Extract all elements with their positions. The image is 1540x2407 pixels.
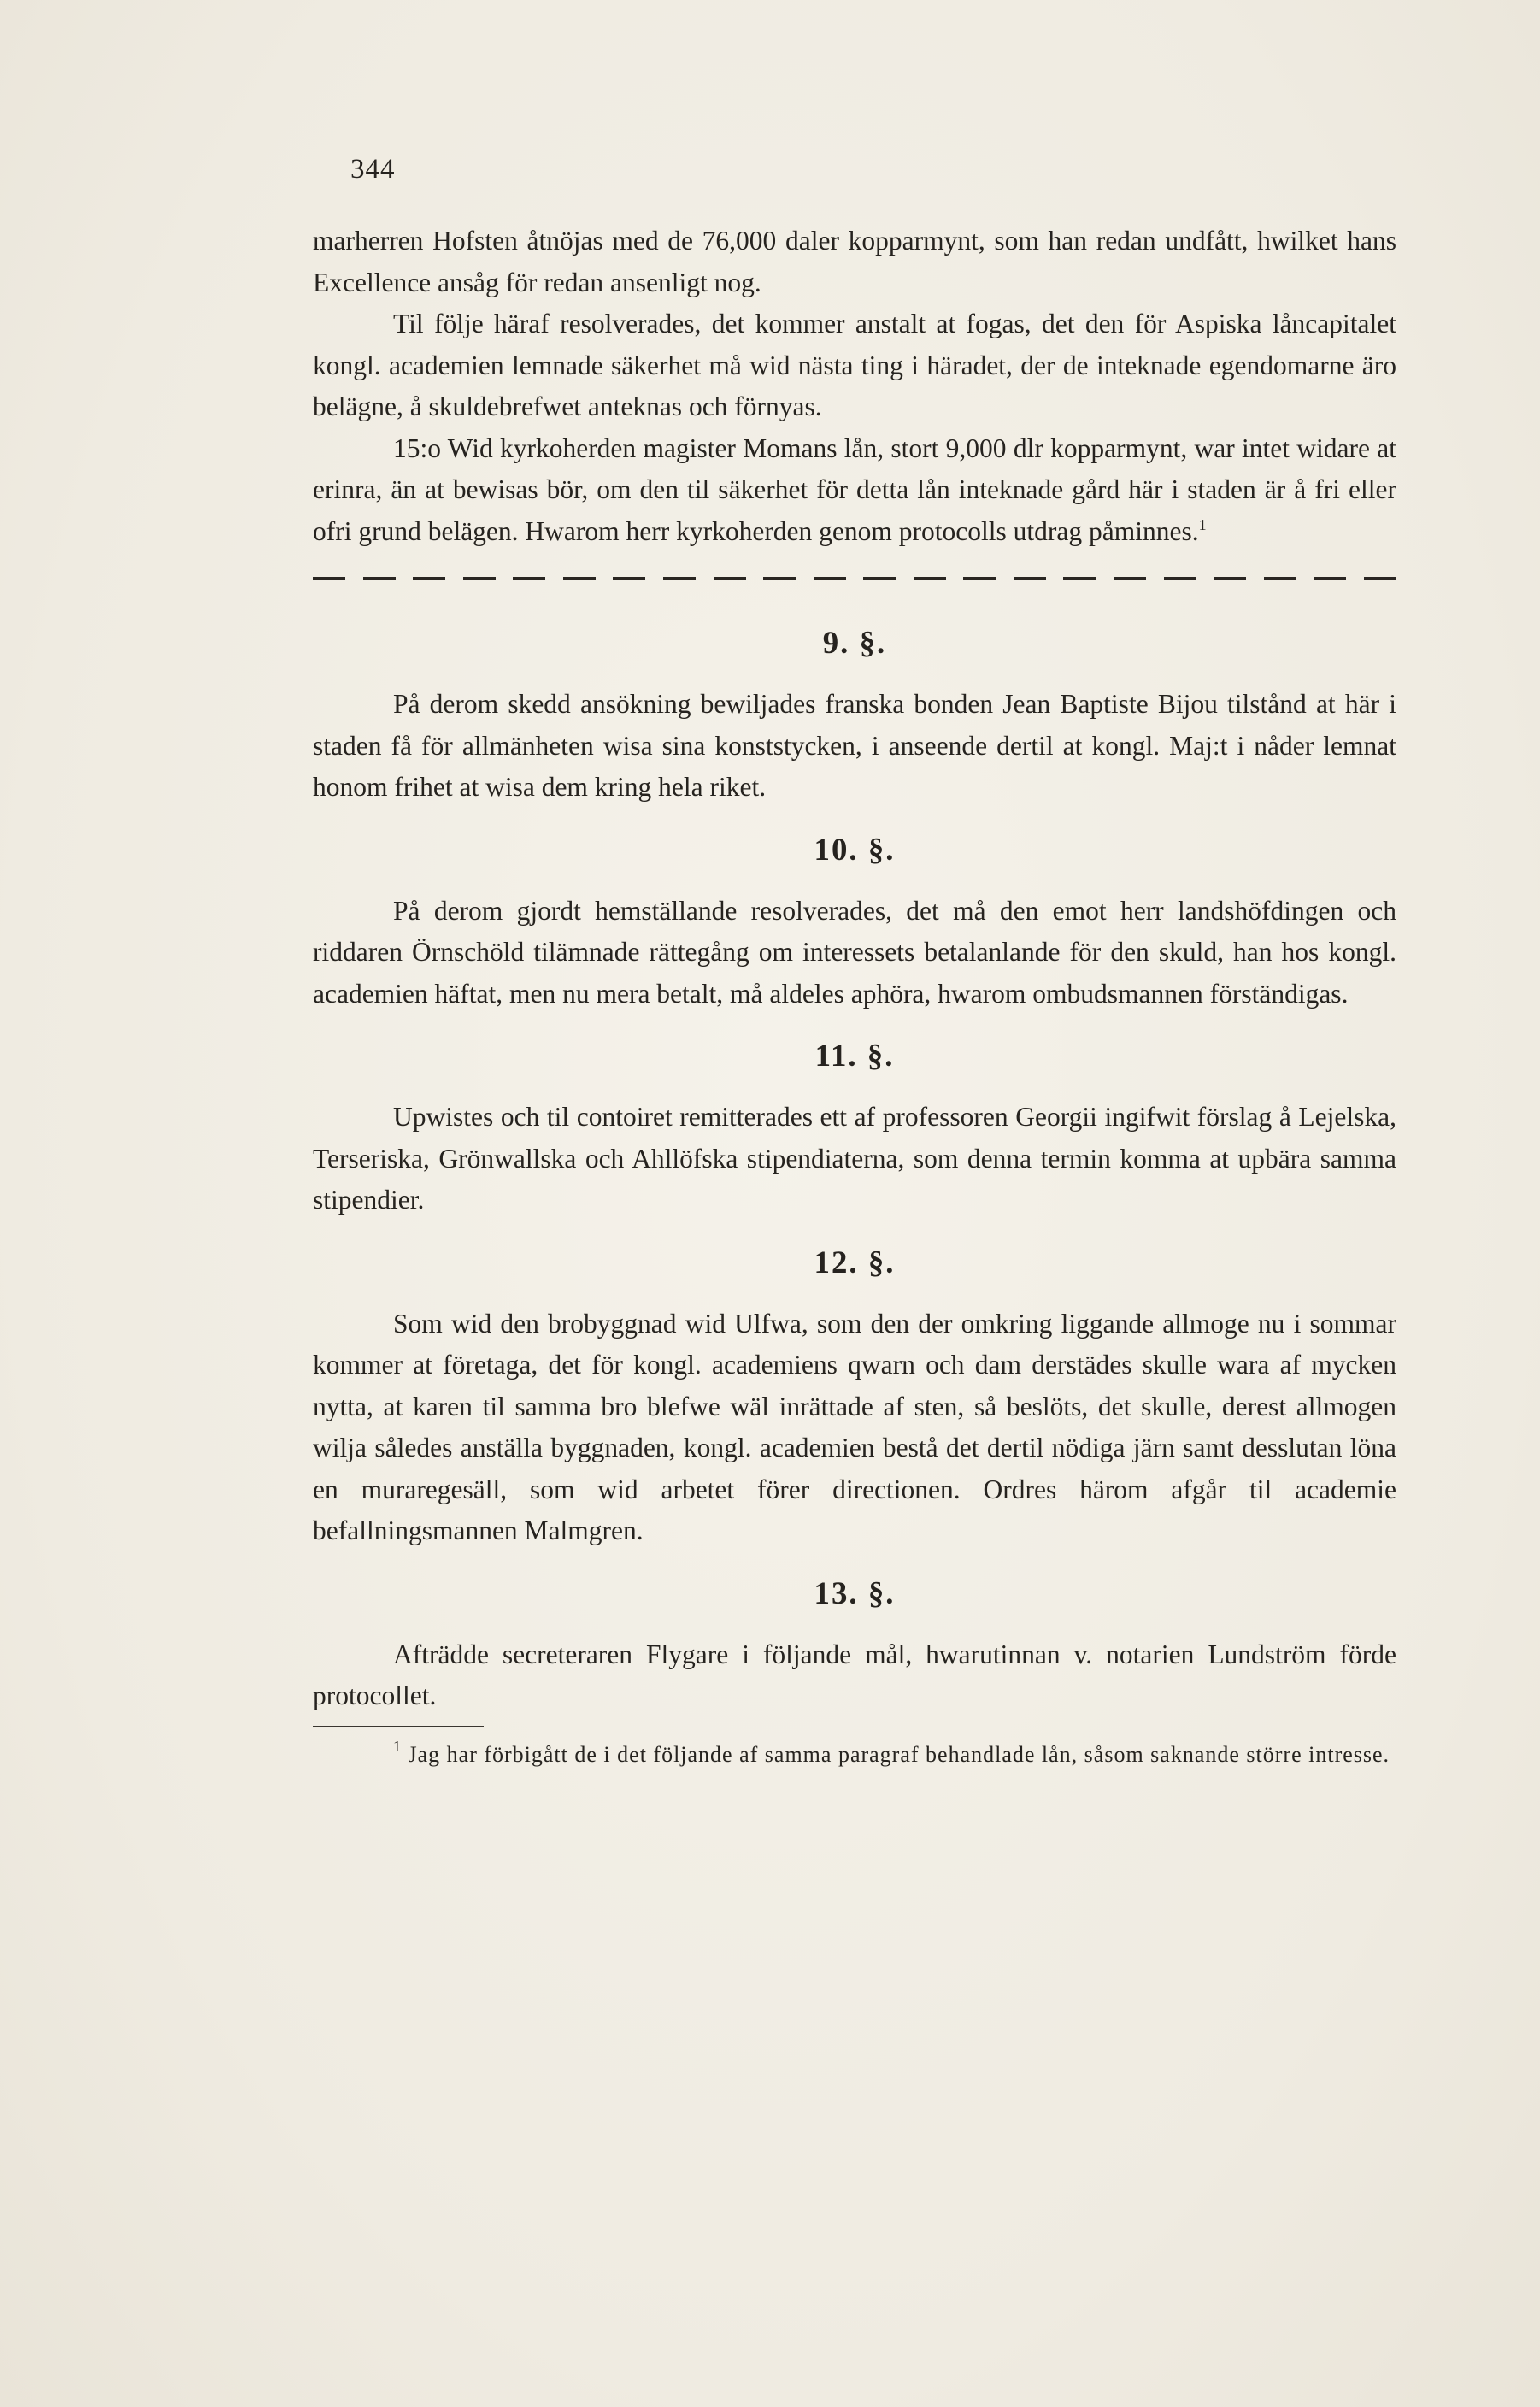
section-text-10: På derom gjordt hemställande resolverades, det må den emot herr landshöfdingen och riddaren Örnschöld tilämnade rättegång om interessets betalanlande för den skuld, han hos kongl. academien häftat, men nu mera betalt, må aldeles aphöra, hwarom ombudsmannen förständigas. [313, 895, 1396, 1009]
footnote-text: Jag har förbigått de i det följande af samma paragraf behandlade lån, såsom saknande större intresse. [408, 1741, 1390, 1767]
section-text-11: Upwistes och til contoiret remitterades ett af professoren Georgii ingifwit förslag å Lejelska, Terseriska, Grönwallska och Ahllöfska stipendiaterna, som denna termin komma at upbära samma stipendier. [313, 1102, 1396, 1215]
footnote-marker: 1 [393, 1737, 402, 1755]
section-heading-12: 12. §. [814, 1244, 896, 1280]
paragraph-moman-loan-text: 15:o Wid kyrkoherden magister Momans lån, stort 9,000 dlr kopparmynt, war intet widare at erinra, än at bewisas bör, om den til säkerhet för detta lån inteknade gård här i staden är å fri eller ofri grund belägen. Hwarom herr kyrkoherden genom protocolls utdrag påminnes. [313, 433, 1396, 546]
footnote [313, 1738, 1396, 1772]
section-heading-13: 13. §. [814, 1574, 896, 1610]
section-text-12: Som wid den brobyggnad wid Ulfwa, som den der omkring liggande allmoge nu i sommar kommer at företaga, det för kongl. academiens qwarn och dam derstädes skulle wara af mycken nytta, at karen til samma bro blefwe wäl inrättade af sten, så beslöts, det skulle, derest allmogen wilja således anställa byggnaden, kongl. academien bestå det dertil nödiga järn samt desslutan löna en muraregesäll, som wid arbetet förer directionen. Ordres härom afgår til academie befallningsmannen Malmgren. [313, 1308, 1396, 1545]
paragraph-moman-loan [313, 428, 1396, 553]
footnote-rule [313, 1726, 484, 1727]
dash-separator [313, 557, 1396, 598]
footnote-reference: 1 [1198, 515, 1207, 533]
section-text-13: Afträdde secreteraren Flygare i följande mål, hwarutinnan v. notarien Lundström förde protocollet. [313, 1639, 1396, 1710]
section-text-9: På derom skedd ansökning bewiljades franska bonden Jean Baptiste Bijou tilstånd at här i staden få för allmänheten wisa sina konststycken, i anseende dertil at kongl. Maj:t i nåder lemnat honom frihet at wisa dem kring hela riket. [313, 689, 1396, 802]
section-heading-11: 11. §. [814, 1038, 895, 1073]
section-heading-9: 9. §. [822, 625, 887, 660]
body-text [313, 221, 1396, 1772]
paragraph-continuation: marherren Hofsten åtnöjas med de 76,000 daler kopparmynt, som han redan undfått, hwilket hans Excellence ansåg för redan ansenligt nog. [313, 226, 1396, 297]
section-heading-10: 10. §. [814, 831, 896, 867]
paragraph-resolution: Til följe häraf resolverades, det kommer anstalt at fogas, det den för Aspiska låncapitalet kongl. academien lemnade säkerhet må wid nästa ting i häradet, der de inteknade egendomarne äro belägne, å skuldebrefwet anteknas och förnyas. [313, 309, 1396, 421]
page-number: 344 [350, 154, 396, 185]
